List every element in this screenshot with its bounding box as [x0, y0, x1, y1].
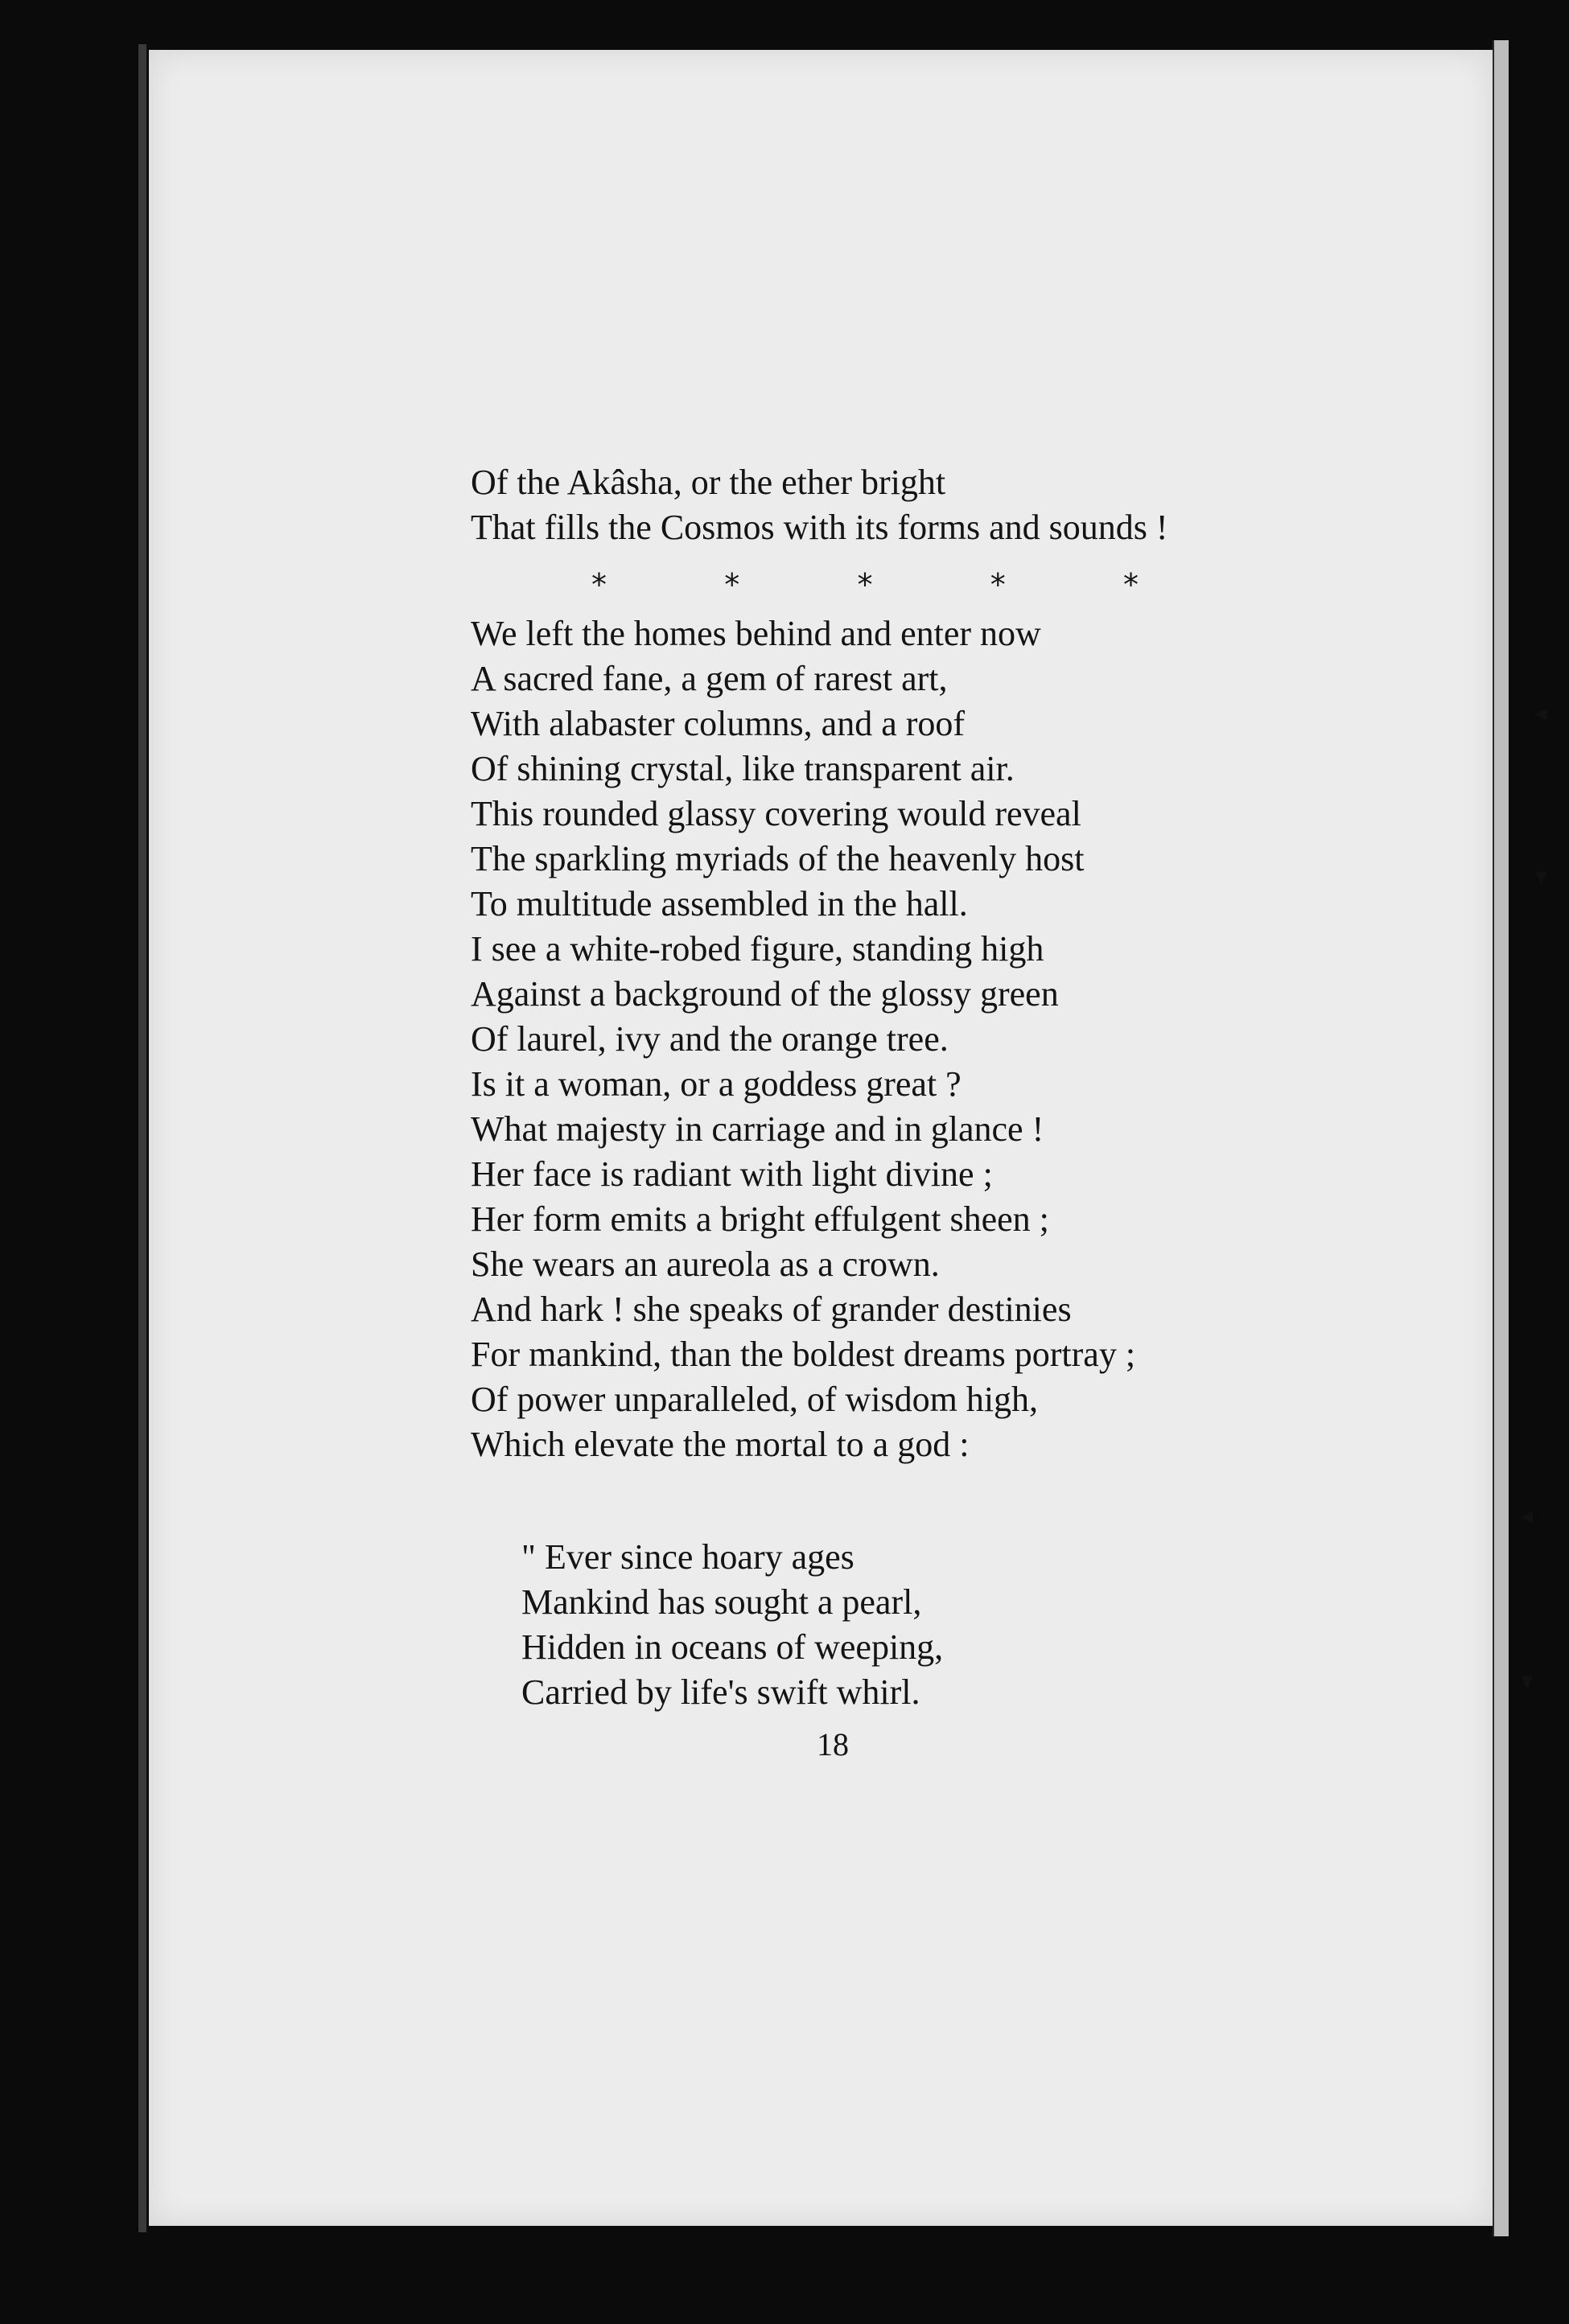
poem-line: Mankind has sought a pearl,: [521, 1582, 922, 1622]
poem-line: Her face is radiant with light divine ;: [471, 1154, 993, 1194]
poem-line: For mankind, than the boldest dreams portray ;: [471, 1335, 1136, 1374]
page-number: 18: [817, 1726, 849, 1763]
poem-line: Of the Akâsha, or the ether bright: [471, 463, 946, 502]
poem-stanza-opening: [471, 460, 1168, 550]
section-separator: [591, 567, 1139, 603]
separator-asterisk: *: [857, 567, 873, 603]
poem-line: With alabaster columns, and a roof: [471, 704, 966, 743]
poem-line: Carried by life's swift whirl.: [521, 1672, 920, 1712]
poem-line: We left the homes behind and enter now: [471, 614, 1041, 653]
poem-line: To multitude assembled in the hall.: [471, 884, 968, 923]
poem-line: " Ever since hoary ages: [521, 1537, 855, 1577]
poem-line: Which elevate the mortal to a god :: [471, 1425, 970, 1464]
poem-line: What majesty in carriage and in glance !: [471, 1109, 1044, 1149]
poem-line: Is it a woman, or a goddess great ?: [471, 1064, 962, 1104]
poem-line: I see a white-robed figure, standing high: [471, 929, 1044, 969]
poem-line: Of shining crystal, like transparent air.: [471, 749, 1015, 788]
poem-stanza-quoted: [521, 1535, 943, 1715]
poem-line: Against a background of the glossy green: [471, 974, 1059, 1014]
separator-asterisk: *: [591, 567, 607, 603]
poem-line: And hark ! she speaks of grander destinies: [471, 1290, 1072, 1329]
poem-line: Hidden in oceans of weeping,: [521, 1627, 944, 1667]
poem-line: Her form emits a bright effulgent sheen ;: [471, 1199, 1049, 1239]
separator-asterisk: *: [724, 567, 740, 603]
poem-line: The sparkling myriads of the heavenly host: [471, 839, 1085, 878]
poem-line: She wears an aureola as a crown.: [471, 1244, 940, 1284]
scan-artifact-mark: ▾: [1521, 1667, 1534, 1695]
poem-stanza-main: [471, 611, 1135, 1467]
book-spine-edge: [138, 44, 146, 2232]
poem-line: A sacred fane, a gem of rarest art,: [471, 659, 948, 698]
poem-line: This rounded glassy covering would reveal: [471, 794, 1081, 833]
scan-artifact-mark: ◂: [1521, 1502, 1534, 1530]
separator-asterisk: *: [990, 567, 1006, 603]
poem-line: Of laurel, ivy and the orange tree.: [471, 1019, 949, 1059]
separator-asterisk: *: [1123, 567, 1139, 603]
poem-line: That fills the Cosmos with its forms and sounds !: [471, 508, 1168, 547]
poem-line: Of power unparalleled, of wisdom high,: [471, 1380, 1039, 1419]
page-edge-strip: [1493, 40, 1509, 2236]
scan-artifact-mark: ◂: [1535, 699, 1548, 727]
scan-artifact-mark: ▾: [1535, 862, 1548, 891]
